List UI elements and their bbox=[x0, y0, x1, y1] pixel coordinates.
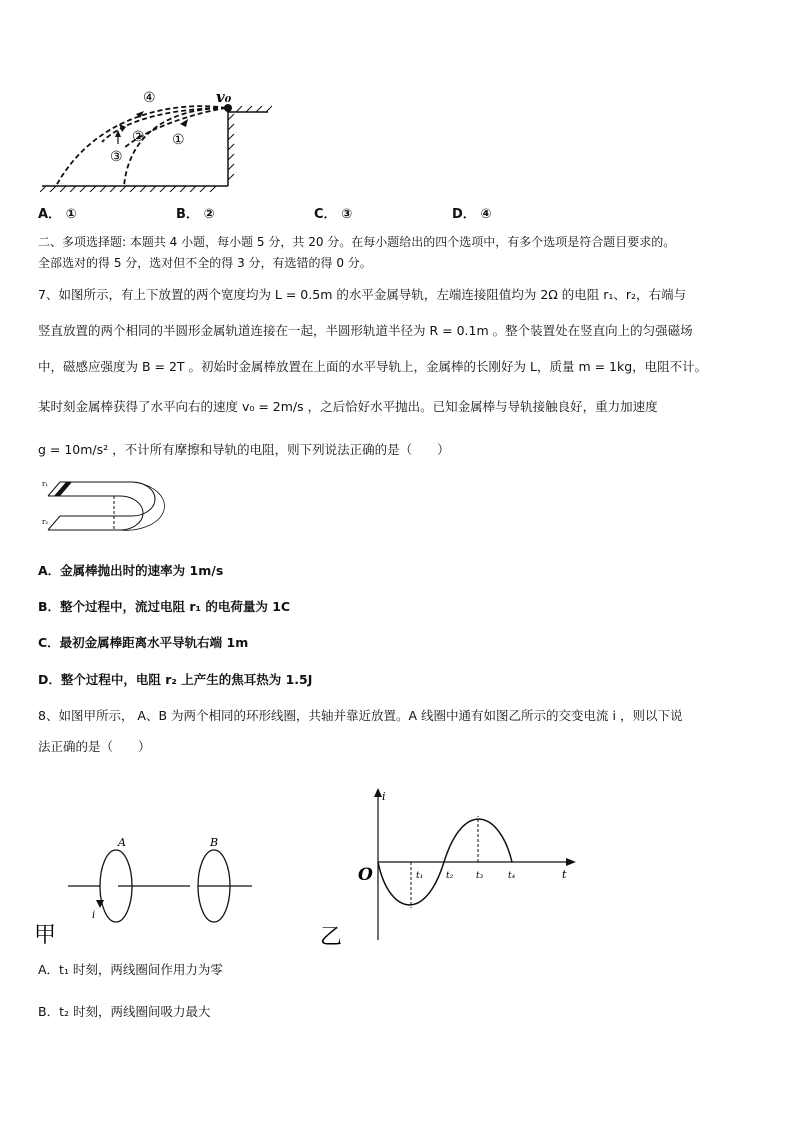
coils-figure bbox=[34, 826, 264, 952]
path-label-4: ④ bbox=[143, 90, 156, 106]
tick-t3: t₃ bbox=[476, 871, 484, 881]
q7-stem-line1: 7、如图所示，有上下放置的两个宽度均为 L = 0.5m 的水平金属导轨，左端连接阻值均为 2Ω 的电阻 r₁、r₂，右端与 bbox=[38, 287, 687, 302]
q7-option-d[interactable]: D．整个过程中，电阻 r₂ 上产生的焦耳热为 1.5J bbox=[38, 672, 313, 687]
tick-t4: t₄ bbox=[508, 871, 516, 881]
q7-stem-line5: g = 10m/s² ，不计所有摩擦和导轨的电阻，则下列说法正确的是（ ） bbox=[38, 442, 450, 457]
q7-stem-line4: 某时刻金属棒获得了水平向右的速度 v₀ = 2m/s ，之后恰好水平抛出。已知金属棒与导轨接触良好，重力加速度 bbox=[38, 399, 658, 414]
q6-option-a[interactable]: A． ① bbox=[38, 207, 77, 222]
q6-option-b[interactable]: B． ② bbox=[176, 207, 215, 222]
figure-jia-label: 甲 bbox=[34, 923, 57, 948]
q6-option-c[interactable]: C． ③ bbox=[314, 207, 353, 222]
coil-b-label: B bbox=[210, 836, 219, 849]
coil-a-label: A bbox=[118, 836, 126, 849]
q8-stem-line1: 8、如图甲所示， A、B 为两个相同的环形线圈，共轴并靠近放置。A 线圈中通有如图乙所示的交变电流 i ，则以下说 bbox=[38, 708, 683, 723]
y-axis-label: i bbox=[382, 790, 386, 803]
r1-label: r₁ bbox=[42, 480, 49, 488]
section2-instructions-line1: 二、多项选择题: 本题共 4 小题，每小题 5 分，共 20 分。在每小题给出的四个选项中，有多个选项是符合题目要求的。 bbox=[38, 235, 676, 249]
origin-label: O bbox=[358, 865, 373, 885]
rails-figure bbox=[40, 476, 170, 542]
q7-option-b[interactable]: B．整个过程中，流过电阻 r₁ 的电荷量为 1C bbox=[38, 599, 291, 614]
current-graph bbox=[318, 784, 580, 950]
q7-option-c[interactable]: C．最初金属棒距离水平导轨右端 1m bbox=[38, 635, 249, 650]
q7-option-a[interactable]: A．金属棒抛出时的速率为 1m/s bbox=[38, 563, 224, 578]
path-label-1: ① bbox=[172, 132, 185, 148]
q8-stem-line2: 法正确的是（ ） bbox=[38, 739, 151, 754]
path-label-3: ③ bbox=[110, 149, 123, 165]
x-axis-label: t bbox=[562, 868, 567, 881]
v0-label: v₀ bbox=[216, 88, 232, 106]
path-label-2: ② bbox=[132, 129, 145, 145]
tick-t2: t₂ bbox=[446, 871, 454, 881]
figure-yi-label: 乙 bbox=[320, 925, 343, 950]
q8-option-b[interactable]: B．t₂ 时刻，两线圈间吸力最大 bbox=[38, 1004, 211, 1019]
section2-instructions-line2: 全部选对的得 5 分，选对但不全的得 3 分，有选错的得 0 分。 bbox=[38, 256, 372, 270]
current-label: i bbox=[92, 910, 96, 921]
q6-option-d[interactable]: D． ④ bbox=[452, 207, 492, 222]
q8-option-a[interactable]: A．t₁ 时刻，两线圈间作用力为零 bbox=[38, 962, 223, 977]
r2-label: r₂ bbox=[42, 518, 49, 526]
projectile-figure bbox=[40, 86, 280, 192]
q7-stem-line3: 中，磁感应强度为 B = 2T 。初始时金属棒放置在上面的水平导轨上，金属棒的长刚好为 L，质量 m = 1kg，电阻不计。 bbox=[38, 359, 708, 374]
q7-stem-line2: 竖直放置的两个相同的半圆形金属轨道连接在一起，半圆形轨道半径为 R = 0.1m 。整个装置处在竖直向上的匀强磁场 bbox=[38, 323, 693, 338]
tick-t1: t₁ bbox=[416, 871, 424, 881]
